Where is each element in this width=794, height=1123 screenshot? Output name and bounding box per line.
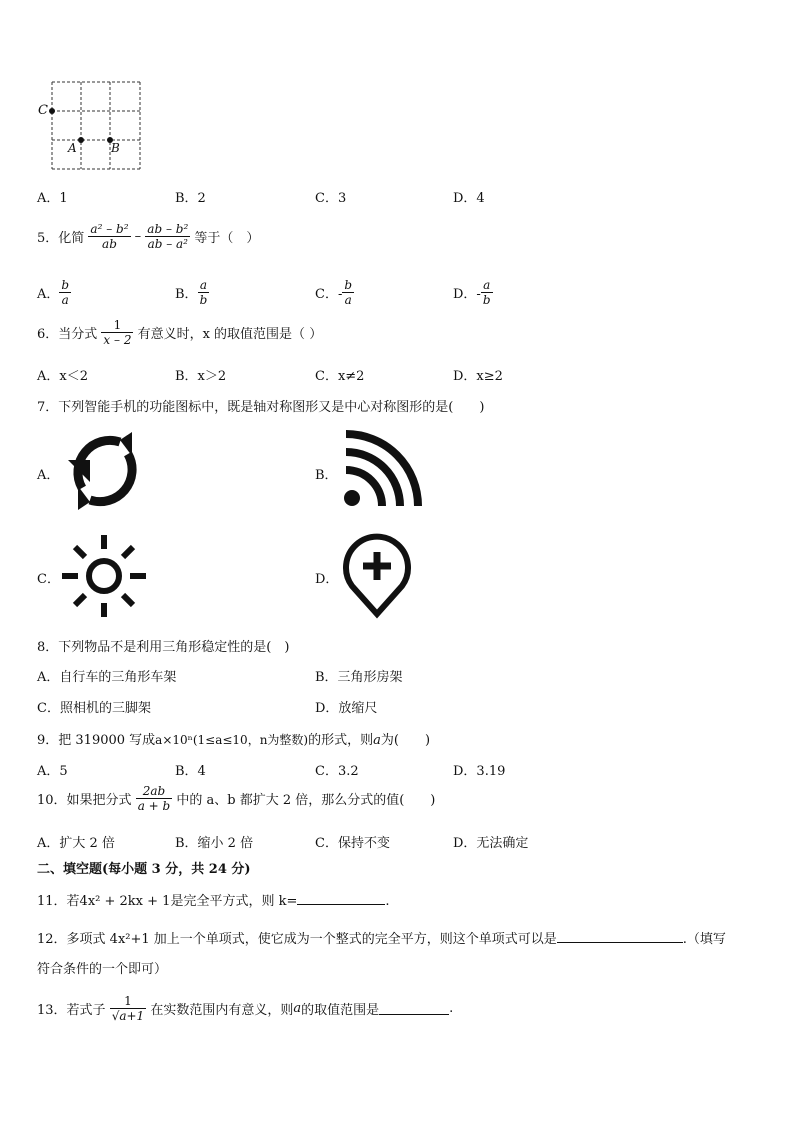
q5-minus: – [134,229,142,244]
q10-fraction [136,784,173,813]
q5-prefix: 5．化简 [37,231,85,246]
q5-frac2-num: ab – b² [147,222,189,236]
q7-option-c-label[interactable]: C． [37,572,60,587]
q5-option-c[interactable] [315,278,354,307]
q11-formula: 4x² + 2kx + 1 [79,894,171,909]
sun-icon[interactable] [58,533,150,619]
q13-answer-blank[interactable] [379,1002,449,1015]
grid-label-a: A [68,141,77,155]
q7-option-b-label[interactable]: B． [315,468,338,483]
q9-stem [37,729,430,748]
q13-tail: 的取值范围是 [301,1003,380,1018]
q9-tail: 为( ) [380,733,431,748]
q5-option-b-frac [198,278,210,307]
q13-var: a [293,1001,302,1016]
q13-end: . [449,1001,454,1016]
q4-option-b[interactable]: B．2 [175,191,206,206]
q9-formula: a×10ⁿ(1≤a≤10，n为整数) [155,733,309,747]
q4-option-c[interactable]: C．3 [315,191,347,206]
q5-option-b[interactable] [175,278,209,307]
q5-option-a[interactable] [37,278,71,307]
q6-option-d[interactable]: D．x≥2 [453,369,503,384]
q5-option-a-label: A． [37,287,60,302]
q7-option-d-label[interactable]: D． [315,572,339,587]
q11-end: . [385,894,390,909]
q13-frac-den: √a+1 [111,1009,145,1023]
q5-option-c-frac [342,278,354,307]
q6-option-c[interactable]: C．x≠2 [315,369,365,384]
q10-frac-den: a + b [137,799,171,813]
q10-suffix: 中的 a、b 都扩大 2 倍，那么分式的值( ) [176,793,436,808]
q5-option-d-label: D．- [453,287,481,302]
q5-stem [37,222,259,251]
q6-suffix: 有意义时，x 的取值范围是（ ） [137,327,323,342]
q11-suffix: 是完全平方式，则 k= [170,894,298,909]
section-title: 二、填空题(每小题 3 分，共 24 分) [37,862,251,877]
refresh-icon[interactable] [60,428,150,514]
q10-frac-num: 2ab [136,784,173,799]
q5-frac1-num: a² – b² [90,222,129,236]
q5-option-d[interactable] [453,278,493,307]
q5-option-d-frac [481,278,493,307]
q6-option-b[interactable]: B．x＞2 [175,369,227,384]
location-add-icon[interactable] [340,530,414,620]
q4-option-a[interactable]: A．1 [37,191,68,206]
grid-label-b: B [111,141,120,155]
q8-option-a[interactable]: A．自行车的三角形车架 [37,670,177,685]
q5-option-d-num: a [481,278,493,293]
q5-frac2-den: ab – a² [147,237,188,251]
q5-option-b-label: B． [175,287,198,302]
q11-stem [37,890,389,909]
point-a [78,137,84,143]
q5-option-a-frac [59,278,71,307]
q5-option-b-den: b [199,293,208,307]
q8-option-c[interactable]: C．照相机的三脚架 [37,701,151,716]
q13-suffix: 在实数范围内有意义，则 [150,1003,294,1018]
q6-stem [37,318,322,347]
q5-option-d-den: b [482,293,491,307]
q6-fraction [101,318,133,347]
grid-figure [34,78,146,174]
q5-option-a-num: b [61,278,70,292]
q12-answer-blank[interactable] [557,930,683,943]
q5-frac1-den: ab [102,237,117,251]
q8-option-b[interactable]: B．三角形房架 [315,670,403,685]
q13-frac-num: 1 [110,994,147,1009]
q6-frac-num: 1 [101,318,133,333]
q5-option-b-num: a [198,278,210,293]
q10-option-c[interactable]: C．保持不变 [315,836,390,851]
q12-line1-end: .（填写 [682,932,726,947]
q11-prefix: 11．若 [37,894,80,909]
q9-option-a[interactable]: A．5 [37,764,68,779]
q13-prefix: 13．若式子 [37,1003,106,1018]
q5-option-a-den: a [61,293,69,307]
q5-option-c-den: a [344,293,352,307]
q6-prefix: 6．当分式 [37,327,98,342]
q12-line1 [37,928,726,947]
q7-stem: 7．下列智能手机的功能图标中，既是轴对称图形又是中心对称图形的是( ) [37,400,485,415]
q8-stem: 8．下列物品不是利用三角形稳定性的是( ) [37,640,290,655]
q11-answer-blank[interactable] [297,892,385,905]
q5-suffix: 等于（ ） [194,231,260,246]
q10-option-d[interactable]: D．无法确定 [453,836,529,851]
q5-fraction-2 [145,222,190,251]
q6-frac-den: x – 2 [103,333,132,347]
q13-fraction [110,994,147,1023]
q10-option-b[interactable]: B．缩小 2 倍 [175,836,254,851]
q8-option-d[interactable]: D．放缩尺 [315,701,378,716]
q6-option-a[interactable]: A．x＜2 [37,369,88,384]
q12-text: 12．多项式 4x²+1 加上一个单项式，使它成为一个整式的完全平方，则这个单项式可以是 [37,932,557,947]
q10-option-a[interactable]: A．扩大 2 倍 [37,836,115,851]
q9-option-c[interactable]: C．3.2 [315,764,359,779]
q4-option-d[interactable]: D．4 [453,191,485,206]
q10-prefix: 10．如果把分式 [37,793,132,808]
q10-stem [37,784,435,813]
q9-prefix: 9．把 319000 写成 [37,733,156,748]
q9-var: a [373,733,381,748]
point-c [49,108,55,114]
q9-option-d[interactable]: D．3.19 [453,764,506,779]
rss-icon[interactable] [338,428,424,514]
q5-fraction-1 [88,222,130,251]
q7-option-a-label[interactable]: A． [37,468,60,483]
q5-option-c-num: b [344,278,353,292]
q12-line2: 符合条件的一个即可） [37,962,168,977]
q5-option-c-label: C．- [315,287,343,302]
q9-suffix: 的形式，则 [308,733,374,748]
q9-option-b[interactable]: B．4 [175,764,206,779]
grid-label-c: C [38,103,48,118]
q13-stem [37,994,453,1023]
